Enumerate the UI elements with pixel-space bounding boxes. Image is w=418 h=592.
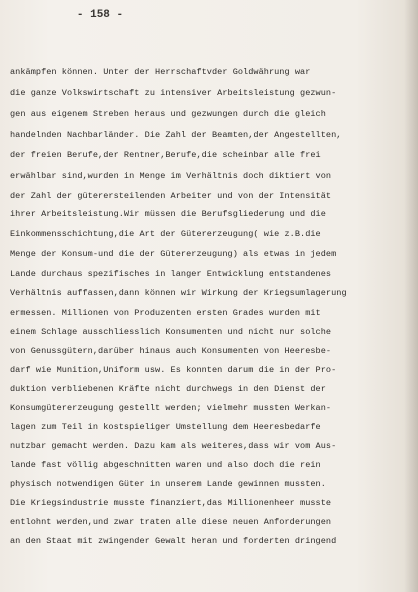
text-line: an den Staat mit zwingender Gewalt heran und forderten dringend <box>10 536 337 546</box>
text-line: ankämpfen können. Unter der Herrschaftvder Goldwährung war <box>10 67 311 77</box>
text-line: die ganze Volkswirtschaft zu intensiver Arbeitsleistung gezwun- <box>10 88 337 98</box>
text-line: der freien Berufe,der Rentner,Berufe,die scheinbar alle frei <box>10 150 321 160</box>
text-line: ermessen. Millionen von Produzenten ersten Grades wurden mit <box>10 308 321 318</box>
text-line: Konsumgütererzeugung gestellt werden; vielmehr mussten Werkan- <box>10 403 332 413</box>
text-line: von Genussgütern,darüber hinaus auch Konsumenten von Heeresbe- <box>10 346 332 356</box>
text-line: ihrer Arbeitsleistung.Wir müssen die Berufsgliederung und die <box>10 209 326 219</box>
text-line: Lande durchaus spezifisches in langer Entwicklung entstandenes <box>10 269 332 279</box>
text-line: lagen zum Teil in kostspieliger Umstellung dem Heeresbedarfe <box>10 422 321 432</box>
text-line: darf wie Munition,Uniform usw. Es konnten darum die in der Pro- <box>10 365 337 375</box>
text-line: entlohnt werden,und zwar traten alle diese neuen Anforderungen <box>10 517 332 527</box>
text-line: lande fast völlig abgeschnitten waren und also doch die rein <box>10 460 321 470</box>
text-line: physisch notwendigen Güter in unserem Lande gewinnen mussten. <box>10 479 326 489</box>
text-line: gen aus eigenem Streben heraus und gezwungen durch die gleich <box>10 109 326 119</box>
text-line: Menge der Konsum-und die der Gütererzeugung) als etwas in jedem <box>10 249 337 259</box>
text-line: Einkommensschichtung,die Art der Gütererzeugung( wie z.B.die <box>10 229 321 239</box>
page-edge-shadow <box>404 0 418 592</box>
text-line: nutzbar gemacht werden. Dazu kam als weiteres,dass wir vom Aus- <box>10 441 337 451</box>
text-line: Verhältnis auffassen,dann können wir Wirkung der Kriegsumlagerung <box>10 288 347 298</box>
text-line: der Zahl der güterersteilenden Arbeiter und von der Intensität <box>10 191 332 201</box>
text-line: duktion verbliebenen Kräfte nicht durchwegs in den Dienst der <box>10 384 326 394</box>
page-number: - 158 - <box>76 9 124 21</box>
text-line: einem Schlage ausschliesslich Konsumenten und nicht nur solche <box>10 327 332 337</box>
text-line: erwählbar sind,wurden in Menge im Verhältnis doch diktiert von <box>10 171 332 181</box>
text-line: handelnden Nachbarländer. Die Zahl der Beamten,der Angestellten, <box>10 130 342 140</box>
text-line: Die Kriegsindustrie musste finanziert,das Millionenheer musste <box>10 498 332 508</box>
